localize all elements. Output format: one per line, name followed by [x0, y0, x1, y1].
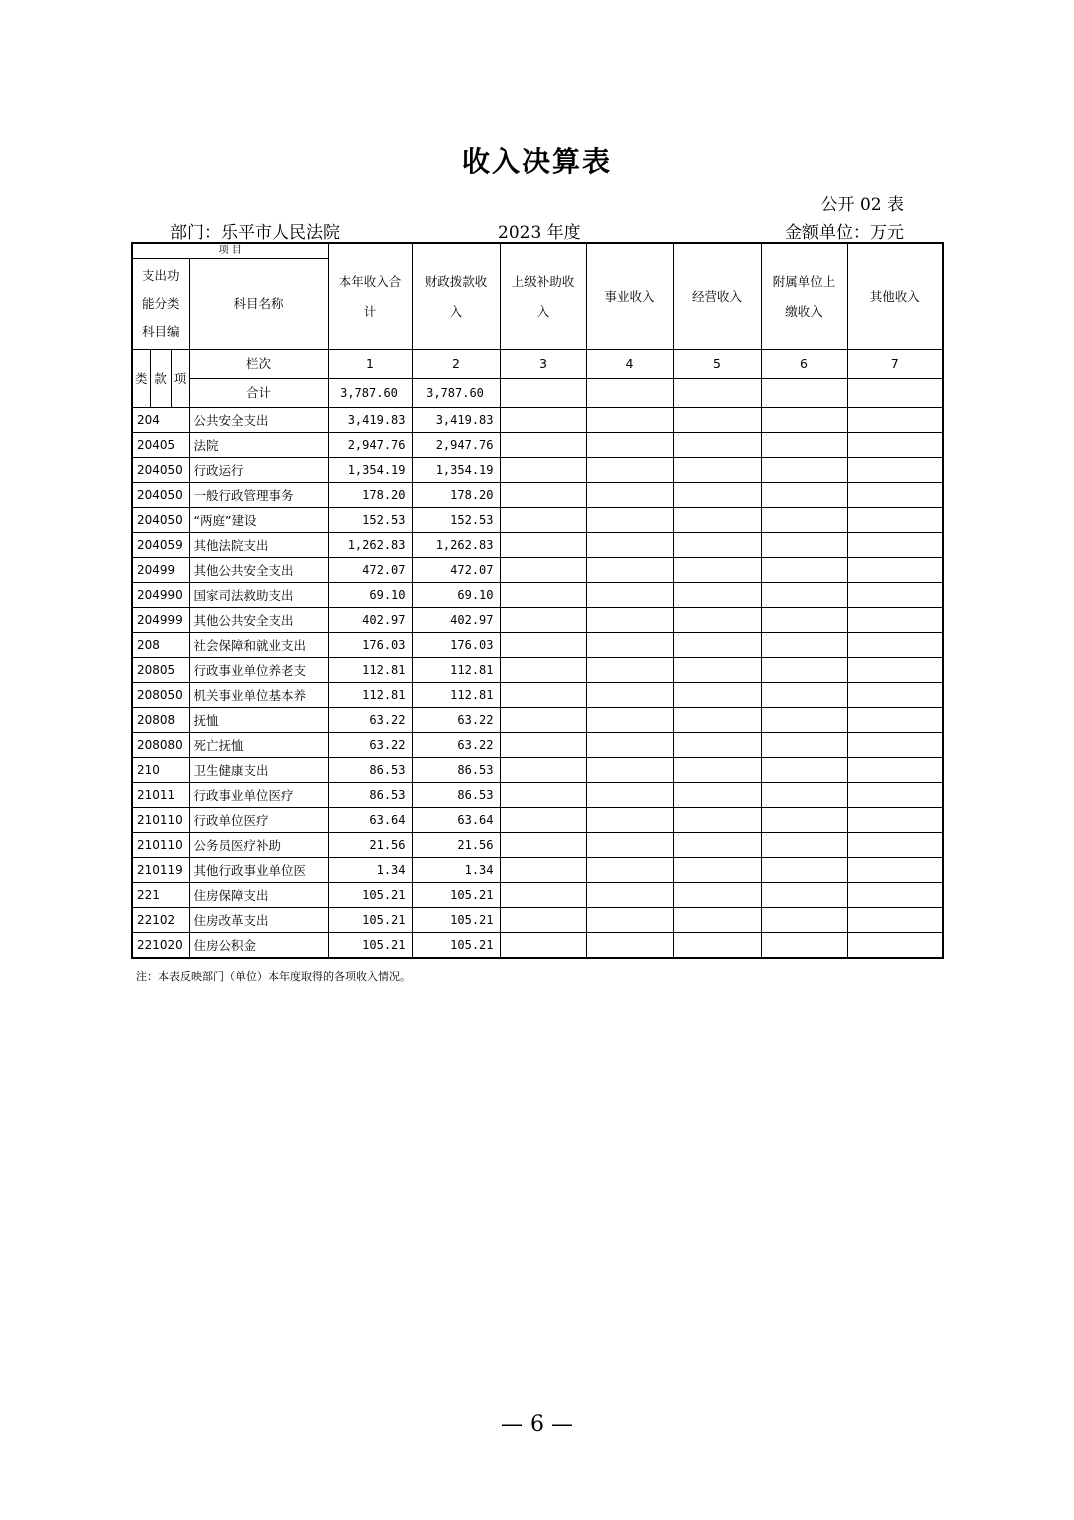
col-number-3: 3	[500, 350, 586, 379]
table-row	[132, 433, 943, 458]
row-superior-subsidy	[500, 608, 586, 633]
row-subject-name: 一般行政管理事务	[189, 483, 328, 508]
row-business-income	[586, 733, 673, 758]
row-total-income: 105.21	[328, 933, 412, 959]
total-value-7	[847, 379, 943, 408]
row-operating-income	[673, 733, 761, 758]
row-business-income	[586, 933, 673, 959]
row-label: 栏次	[189, 350, 328, 379]
row-subject-name: 行政运行	[189, 458, 328, 483]
row-code: 20808	[132, 708, 189, 733]
row-superior-subsidy	[500, 733, 586, 758]
row-operating-income	[673, 908, 761, 933]
table-row	[132, 883, 943, 908]
table-row	[132, 458, 943, 483]
row-superior-subsidy	[500, 933, 586, 959]
row-business-income	[586, 583, 673, 608]
row-affiliated-income	[761, 883, 847, 908]
row-fiscal-appropriation: 1,354.19	[412, 458, 500, 483]
row-operating-income	[673, 858, 761, 883]
row-other-income	[847, 483, 943, 508]
row-total-income: 63.22	[328, 733, 412, 758]
row-superior-subsidy	[500, 458, 586, 483]
row-fiscal-appropriation: 86.53	[412, 758, 500, 783]
row-affiliated-income	[761, 808, 847, 833]
row-subject-name: 法院	[189, 433, 328, 458]
row-other-income	[847, 808, 943, 833]
row-code: 221020	[132, 933, 189, 959]
row-total-income: 105.21	[328, 908, 412, 933]
col-number-6: 6	[761, 350, 847, 379]
row-business-income	[586, 858, 673, 883]
page-title: 收入决算表	[461, 145, 612, 178]
row-operating-income	[673, 508, 761, 533]
row-subject-name: 住房改革支出	[189, 908, 328, 933]
row-affiliated-income	[761, 783, 847, 808]
row-total-income: 112.81	[328, 658, 412, 683]
row-superior-subsidy	[500, 433, 586, 458]
row-affiliated-income	[761, 508, 847, 533]
row-subject-name: 行政事业单位养老支	[189, 658, 328, 683]
table-row	[132, 633, 943, 658]
row-superior-subsidy	[500, 633, 586, 658]
row-other-income	[847, 558, 943, 583]
table-row	[132, 408, 943, 433]
row-other-income	[847, 658, 943, 683]
row-total-income: 176.03	[328, 633, 412, 658]
row-subject-name: 公务员医疗补助	[189, 833, 328, 858]
row-superior-subsidy	[500, 558, 586, 583]
row-other-income	[847, 533, 943, 558]
row-affiliated-income	[761, 933, 847, 959]
row-superior-subsidy	[500, 683, 586, 708]
xiang-header: 项	[171, 350, 189, 408]
row-code: 20805	[132, 658, 189, 683]
col-number-5: 5	[673, 350, 761, 379]
row-other-income	[847, 508, 943, 533]
row-affiliated-income	[761, 683, 847, 708]
row-fiscal-appropriation: 178.20	[412, 483, 500, 508]
total-label: 合计	[189, 379, 328, 408]
row-fiscal-appropriation: 1,262.83	[412, 533, 500, 558]
table-row	[132, 708, 943, 733]
kuan-header: 款	[150, 350, 171, 408]
col-number-4: 4	[586, 350, 673, 379]
row-business-income	[586, 658, 673, 683]
row-operating-income	[673, 833, 761, 858]
row-subject-name: 机关事业单位基本养	[189, 683, 328, 708]
row-operating-income	[673, 708, 761, 733]
row-affiliated-income	[761, 558, 847, 583]
row-other-income	[847, 683, 943, 708]
row-business-income	[586, 483, 673, 508]
row-business-income	[586, 683, 673, 708]
row-affiliated-income	[761, 833, 847, 858]
department-label: 部门：乐平市人民法院	[170, 223, 340, 243]
row-total-income: 63.22	[328, 708, 412, 733]
row-business-income	[586, 408, 673, 433]
row-code: 208050	[132, 683, 189, 708]
total-value-6	[761, 379, 847, 408]
row-operating-income	[673, 483, 761, 508]
table-row	[132, 533, 943, 558]
row-business-income	[586, 908, 673, 933]
col-number-1: 1	[328, 350, 412, 379]
row-code: 210	[132, 758, 189, 783]
row-fiscal-appropriation: 402.97	[412, 608, 500, 633]
row-total-income: 1.34	[328, 858, 412, 883]
row-subject-name: 行政单位医疗	[189, 808, 328, 833]
row-fiscal-appropriation: 63.64	[412, 808, 500, 833]
col-header-4: 事业收入	[586, 243, 673, 350]
row-superior-subsidy	[500, 758, 586, 783]
row-total-income: 472.07	[328, 558, 412, 583]
row-total-income: 402.97	[328, 608, 412, 633]
row-fiscal-appropriation: 105.21	[412, 883, 500, 908]
row-code: 210119	[132, 858, 189, 883]
row-code: 204	[132, 408, 189, 433]
row-superior-subsidy	[500, 533, 586, 558]
row-total-income: 86.53	[328, 783, 412, 808]
row-fiscal-appropriation: 3,419.83	[412, 408, 500, 433]
row-other-income	[847, 633, 943, 658]
col-number-2: 2	[412, 350, 500, 379]
row-superior-subsidy	[500, 883, 586, 908]
row-other-income	[847, 458, 943, 483]
row-other-income	[847, 833, 943, 858]
table-row	[132, 583, 943, 608]
row-subject-name: 住房保障支出	[189, 883, 328, 908]
total-value-3	[500, 379, 586, 408]
row-other-income	[847, 608, 943, 633]
row-subject-name: 死亡抚恤	[189, 733, 328, 758]
row-operating-income	[673, 533, 761, 558]
row-fiscal-appropriation: 112.81	[412, 683, 500, 708]
row-subject-name: 国家司法救助支出	[189, 583, 328, 608]
row-other-income	[847, 883, 943, 908]
row-total-income: 86.53	[328, 758, 412, 783]
row-subject-name: 其他公共安全支出	[189, 608, 328, 633]
row-code: 22102	[132, 908, 189, 933]
row-code: 21011	[132, 783, 189, 808]
row-business-income	[586, 508, 673, 533]
row-code: 20405	[132, 433, 189, 458]
row-fiscal-appropriation: 63.22	[412, 708, 500, 733]
row-business-income	[586, 708, 673, 733]
row-other-income	[847, 583, 943, 608]
col-header-3: 上级补助收入	[500, 243, 586, 350]
table-row	[132, 783, 943, 808]
row-subject-name: 住房公积金	[189, 933, 328, 959]
row-operating-income	[673, 583, 761, 608]
row-superior-subsidy	[500, 483, 586, 508]
row-subject-name: 其他行政事业单位医	[189, 858, 328, 883]
row-business-income	[586, 783, 673, 808]
row-total-income: 2,947.76	[328, 433, 412, 458]
row-superior-subsidy	[500, 408, 586, 433]
row-code: 210110	[132, 833, 189, 858]
row-operating-income	[673, 758, 761, 783]
row-other-income	[847, 433, 943, 458]
row-affiliated-income	[761, 533, 847, 558]
total-value-4	[586, 379, 673, 408]
table-row	[132, 558, 943, 583]
row-subject-name: 公共安全支出	[189, 408, 328, 433]
table-row	[132, 833, 943, 858]
table-note: 注：本表反映部门（单位）本年度取得的各项收入情况。	[136, 970, 411, 983]
row-subject-name: 社会保障和就业支出	[189, 633, 328, 658]
row-other-income	[847, 908, 943, 933]
row-business-income	[586, 458, 673, 483]
row-superior-subsidy	[500, 908, 586, 933]
row-operating-income	[673, 783, 761, 808]
table-row	[132, 508, 943, 533]
income-table	[131, 242, 944, 959]
row-affiliated-income	[761, 658, 847, 683]
row-operating-income	[673, 458, 761, 483]
row-code: 204059	[132, 533, 189, 558]
row-superior-subsidy	[500, 833, 586, 858]
row-subject-name: “两庭”建设	[189, 508, 328, 533]
col-header-6: 附属单位上缴收入	[761, 243, 847, 350]
row-business-income	[586, 833, 673, 858]
total-value-1: 3,787.60	[328, 379, 412, 408]
row-total-income: 3,419.83	[328, 408, 412, 433]
row-operating-income	[673, 933, 761, 959]
row-superior-subsidy	[500, 658, 586, 683]
row-code: 204999	[132, 608, 189, 633]
table-row	[132, 658, 943, 683]
row-fiscal-appropriation: 105.21	[412, 908, 500, 933]
col-number-7: 7	[847, 350, 943, 379]
row-code: 204050	[132, 458, 189, 483]
row-fiscal-appropriation: 176.03	[412, 633, 500, 658]
row-superior-subsidy	[500, 783, 586, 808]
row-affiliated-income	[761, 433, 847, 458]
row-fiscal-appropriation: 2,947.76	[412, 433, 500, 458]
row-code: 221	[132, 883, 189, 908]
table-row	[132, 733, 943, 758]
row-subject-name: 行政事业单位医疗	[189, 783, 328, 808]
row-business-income	[586, 808, 673, 833]
row-other-income	[847, 783, 943, 808]
currency-unit: 金额单位：万元	[785, 223, 904, 243]
col-header-1: 本年收入合计	[328, 243, 412, 350]
row-other-income	[847, 758, 943, 783]
table-row	[132, 808, 943, 833]
row-business-income	[586, 758, 673, 783]
row-affiliated-income	[761, 458, 847, 483]
row-superior-subsidy	[500, 858, 586, 883]
row-total-income: 178.20	[328, 483, 412, 508]
row-operating-income	[673, 408, 761, 433]
form-number: 公开 02 表	[820, 195, 904, 215]
row-business-income	[586, 633, 673, 658]
fiscal-year: 2023 年度	[498, 223, 581, 243]
row-superior-subsidy	[500, 508, 586, 533]
row-total-income: 152.53	[328, 508, 412, 533]
table-row	[132, 608, 943, 633]
row-total-income: 21.56	[328, 833, 412, 858]
row-subject-name: 其他法院支出	[189, 533, 328, 558]
project-header: 项 目	[132, 243, 328, 259]
row-fiscal-appropriation: 69.10	[412, 583, 500, 608]
row-fiscal-appropriation: 105.21	[412, 933, 500, 959]
row-code: 20499	[132, 558, 189, 583]
row-operating-income	[673, 608, 761, 633]
row-total-income: 112.81	[328, 683, 412, 708]
row-operating-income	[673, 633, 761, 658]
table-row	[132, 758, 943, 783]
row-subject-name: 抚恤	[189, 708, 328, 733]
row-fiscal-appropriation: 472.07	[412, 558, 500, 583]
row-affiliated-income	[761, 733, 847, 758]
row-total-income: 63.64	[328, 808, 412, 833]
row-affiliated-income	[761, 408, 847, 433]
row-business-income	[586, 433, 673, 458]
row-fiscal-appropriation: 63.22	[412, 733, 500, 758]
row-total-income: 1,262.83	[328, 533, 412, 558]
row-affiliated-income	[761, 908, 847, 933]
row-affiliated-income	[761, 608, 847, 633]
row-total-income: 69.10	[328, 583, 412, 608]
row-total-income: 1,354.19	[328, 458, 412, 483]
col-header-5: 经营收入	[673, 243, 761, 350]
row-operating-income	[673, 683, 761, 708]
row-business-income	[586, 533, 673, 558]
table-row	[132, 683, 943, 708]
row-code: 208	[132, 633, 189, 658]
row-code: 208080	[132, 733, 189, 758]
row-subject-name: 其他公共安全支出	[189, 558, 328, 583]
class-header: 类	[132, 350, 150, 408]
func-class-header: 支出功能分类科目编	[132, 259, 189, 350]
row-business-income	[586, 558, 673, 583]
total-value-5	[673, 379, 761, 408]
row-affiliated-income	[761, 858, 847, 883]
row-fiscal-appropriation: 1.34	[412, 858, 500, 883]
page-number: — 6 —	[501, 1412, 573, 1437]
row-affiliated-income	[761, 583, 847, 608]
row-code: 204990	[132, 583, 189, 608]
col-header-2: 财政拨款收入	[412, 243, 500, 350]
row-total-income: 105.21	[328, 883, 412, 908]
row-other-income	[847, 858, 943, 883]
row-code: 204050	[132, 483, 189, 508]
total-value-2: 3,787.60	[412, 379, 500, 408]
row-business-income	[586, 883, 673, 908]
row-affiliated-income	[761, 633, 847, 658]
row-other-income	[847, 708, 943, 733]
row-superior-subsidy	[500, 808, 586, 833]
row-operating-income	[673, 433, 761, 458]
row-business-income	[586, 608, 673, 633]
row-fiscal-appropriation: 21.56	[412, 833, 500, 858]
row-other-income	[847, 408, 943, 433]
table-row	[132, 858, 943, 883]
row-operating-income	[673, 558, 761, 583]
row-affiliated-income	[761, 708, 847, 733]
row-fiscal-appropriation: 112.81	[412, 658, 500, 683]
row-affiliated-income	[761, 758, 847, 783]
row-superior-subsidy	[500, 708, 586, 733]
row-code: 210110	[132, 808, 189, 833]
row-superior-subsidy	[500, 583, 586, 608]
row-operating-income	[673, 883, 761, 908]
row-operating-income	[673, 658, 761, 683]
row-fiscal-appropriation: 86.53	[412, 783, 500, 808]
table-body	[132, 408, 943, 959]
row-other-income	[847, 933, 943, 959]
table-row	[132, 933, 943, 959]
table-row	[132, 908, 943, 933]
row-fiscal-appropriation: 152.53	[412, 508, 500, 533]
table-row	[132, 483, 943, 508]
row-operating-income	[673, 808, 761, 833]
row-subject-name: 卫生健康支出	[189, 758, 328, 783]
col-header-7: 其他收入	[847, 243, 943, 350]
row-other-income	[847, 733, 943, 758]
row-affiliated-income	[761, 483, 847, 508]
subject-name-header: 科目名称	[189, 259, 328, 350]
row-code: 204050	[132, 508, 189, 533]
